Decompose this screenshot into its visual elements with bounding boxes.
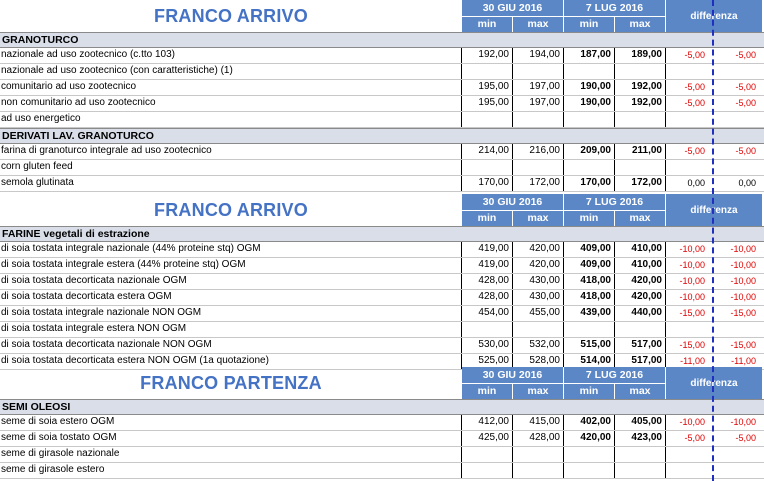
block-title: FRANCO ARRIVO — [154, 5, 308, 26]
product-label: seme di soia estero OGM — [0, 415, 462, 430]
date-header-previous: 30 GIU 2016 — [462, 0, 564, 16]
price-max-previous: 197,00 — [513, 80, 564, 95]
price-max-current: 211,00 — [615, 144, 666, 159]
product-label: di soia tostata decorticata estera OGM — [0, 290, 462, 305]
max-header: max — [513, 16, 564, 32]
product-label: seme di soia tostato OGM — [0, 431, 462, 446]
price-min-current: 409,00 — [564, 258, 615, 273]
product-label: di soia tostata decorticata estera NON OGM (1a quotazione) — [0, 354, 462, 369]
difference-min: -5,00 — [684, 82, 705, 92]
table-row — [0, 415, 764, 431]
product-label: seme di girasole nazionale — [0, 447, 462, 462]
product-label: semola glutinata — [0, 176, 462, 191]
difference-min: -5,00 — [684, 50, 705, 60]
difference-min — [666, 322, 711, 337]
price-min-previous — [462, 160, 513, 175]
difference-max: -15,00 — [730, 308, 756, 318]
block-header — [0, 367, 764, 399]
price-max-current — [615, 160, 666, 175]
date-header-current: 7 LUG 2016 — [564, 367, 666, 383]
price-min-current: 418,00 — [564, 290, 615, 305]
difference-min: -5,00 — [684, 98, 705, 108]
price-max-current — [615, 447, 666, 462]
price-max-previous: 420,00 — [513, 242, 564, 257]
max-header: max — [513, 210, 564, 226]
table-row — [0, 258, 764, 274]
price-max-current: 420,00 — [615, 290, 666, 305]
difference-max: -10,00 — [730, 260, 756, 270]
block-header — [0, 194, 764, 226]
product-label: seme di girasole estero — [0, 463, 462, 478]
price-min-previous — [462, 447, 513, 462]
table-row — [0, 96, 764, 112]
table-row — [0, 290, 764, 306]
difference-max — [711, 160, 762, 175]
price-max-previous: 528,00 — [513, 354, 564, 369]
product-label: di soia tostata integrale estera (44% proteine stq) OGM — [0, 258, 462, 273]
price-max-current — [615, 463, 666, 478]
difference-header: differenza — [666, 367, 762, 399]
difference-max: -11,00 — [731, 356, 756, 366]
price-max-current: 192,00 — [615, 96, 666, 111]
max-header: max — [615, 16, 666, 32]
difference-max — [711, 447, 762, 462]
difference-max — [711, 463, 762, 478]
difference-max: -10,00 — [730, 244, 756, 254]
table-row — [0, 306, 764, 322]
table-row — [0, 431, 764, 447]
table-row — [0, 176, 764, 192]
price-min-current — [564, 447, 615, 462]
table-row — [0, 338, 764, 354]
product-label: di soia tostata integrale estera NON OGM — [0, 322, 462, 337]
difference-min: -5,00 — [684, 433, 705, 443]
section-header: GRANOTURCO — [0, 32, 764, 48]
difference-header: differenza — [666, 0, 762, 32]
table-row — [0, 447, 764, 463]
price-min-previous — [462, 463, 513, 478]
difference-min: 0,00 — [687, 178, 705, 188]
price-max-current — [615, 322, 666, 337]
difference-max — [711, 322, 762, 337]
max-header: max — [615, 210, 666, 226]
product-label: farina di granoturco integrale ad uso zootecnico — [0, 144, 462, 159]
price-max-current: 517,00 — [615, 338, 666, 353]
table-row — [0, 274, 764, 290]
price-max-current: 423,00 — [615, 431, 666, 446]
price-max-current: 410,00 — [615, 258, 666, 273]
price-min-previous: 419,00 — [462, 258, 513, 273]
price-min-previous: 412,00 — [462, 415, 513, 430]
difference-min: -5,00 — [684, 146, 705, 156]
difference-min — [666, 160, 711, 175]
table-row — [0, 463, 764, 479]
price-max-previous: 197,00 — [513, 96, 564, 111]
difference-max: -15,00 — [730, 340, 756, 350]
block-title: FRANCO PARTENZA — [140, 372, 322, 393]
price-min-previous: 428,00 — [462, 274, 513, 289]
min-header: min — [564, 210, 615, 226]
difference-max: -10,00 — [730, 292, 756, 302]
difference-min: -10,00 — [679, 292, 705, 302]
price-max-previous: 415,00 — [513, 415, 564, 430]
difference-max: -5,00 — [735, 82, 756, 92]
price-min-previous — [462, 322, 513, 337]
price-max-current — [615, 64, 666, 79]
price-min-previous: 454,00 — [462, 306, 513, 321]
block-header — [0, 0, 764, 32]
price-min-current: 209,00 — [564, 144, 615, 159]
table-row — [0, 80, 764, 96]
price-min-current: 187,00 — [564, 48, 615, 63]
difference-min: -10,00 — [679, 417, 705, 427]
price-max-current: 172,00 — [615, 176, 666, 191]
max-header: max — [615, 383, 666, 399]
min-header: min — [462, 383, 513, 399]
price-max-previous: 532,00 — [513, 338, 564, 353]
price-max-current — [615, 112, 666, 127]
price-min-current — [564, 64, 615, 79]
difference-min — [666, 463, 711, 478]
product-label: ad uso energetico — [0, 112, 462, 127]
product-label: corn gluten feed — [0, 160, 462, 175]
price-min-current: 190,00 — [564, 80, 615, 95]
price-min-current: 439,00 — [564, 306, 615, 321]
price-max-previous: 194,00 — [513, 48, 564, 63]
difference-max: -10,00 — [730, 276, 756, 286]
difference-max: -10,00 — [730, 417, 756, 427]
page-break-line — [712, 0, 714, 481]
section-header: DERIVATI LAV. GRANOTURCO — [0, 128, 764, 144]
price-min-previous — [462, 112, 513, 127]
difference-max: -5,00 — [735, 146, 756, 156]
price-min-previous: 214,00 — [462, 144, 513, 159]
section-header: FARINE vegetali di estrazione — [0, 226, 764, 242]
product-label: di soia tostata decorticata nazionale OGM — [0, 274, 462, 289]
price-min-current — [564, 463, 615, 478]
price-max-previous: 430,00 — [513, 290, 564, 305]
price-min-previous: 192,00 — [462, 48, 513, 63]
price-min-previous: 195,00 — [462, 80, 513, 95]
difference-header: differenza — [666, 194, 762, 226]
difference-min: -15,00 — [679, 308, 705, 318]
price-max-current: 420,00 — [615, 274, 666, 289]
table-row — [0, 64, 764, 80]
max-header: max — [513, 383, 564, 399]
difference-max — [711, 112, 762, 127]
price-max-previous — [513, 447, 564, 462]
table-row — [0, 160, 764, 176]
difference-min: -15,00 — [679, 340, 705, 350]
price-max-current: 517,00 — [615, 354, 666, 369]
product-label: nazionale ad uso zootecnico (con caratteristiche) (1) — [0, 64, 462, 79]
price-max-previous: 172,00 — [513, 176, 564, 191]
date-header-previous: 30 GIU 2016 — [462, 194, 564, 210]
difference-max — [711, 64, 762, 79]
difference-max: -5,00 — [735, 50, 756, 60]
price-max-previous: 216,00 — [513, 144, 564, 159]
product-label: non comunitario ad uso zootecnico — [0, 96, 462, 111]
price-min-previous — [462, 64, 513, 79]
product-label: comunitario ad uso zootecnico — [0, 80, 462, 95]
price-min-previous: 170,00 — [462, 176, 513, 191]
price-min-current — [564, 112, 615, 127]
min-header: min — [462, 16, 513, 32]
table-row — [0, 144, 764, 160]
product-label: di soia tostata integrale nazionale (44% proteine stq) OGM — [0, 242, 462, 257]
price-min-previous: 428,00 — [462, 290, 513, 305]
price-max-previous: 455,00 — [513, 306, 564, 321]
price-max-previous: 430,00 — [513, 274, 564, 289]
price-max-current: 405,00 — [615, 415, 666, 430]
min-header: min — [462, 210, 513, 226]
difference-min — [666, 64, 711, 79]
difference-min — [666, 112, 711, 127]
table-row — [0, 322, 764, 338]
date-header-previous: 30 GIU 2016 — [462, 367, 564, 383]
price-min-current: 170,00 — [564, 176, 615, 191]
table-row — [0, 112, 764, 128]
price-min-current: 420,00 — [564, 431, 615, 446]
price-max-current: 410,00 — [615, 242, 666, 257]
price-max-previous — [513, 463, 564, 478]
product-label: di soia tostata decorticata nazionale NON OGM — [0, 338, 462, 353]
difference-max: -5,00 — [735, 433, 756, 443]
difference-min: -10,00 — [679, 244, 705, 254]
price-max-previous — [513, 160, 564, 175]
block-title: FRANCO ARRIVO — [154, 199, 308, 220]
price-min-previous: 419,00 — [462, 242, 513, 257]
price-max-current: 440,00 — [615, 306, 666, 321]
product-label: nazionale ad uso zootecnico (c.tto 103) — [0, 48, 462, 63]
difference-max: -5,00 — [735, 98, 756, 108]
table-row — [0, 48, 764, 64]
date-header-current: 7 LUG 2016 — [564, 0, 666, 16]
price-max-previous: 420,00 — [513, 258, 564, 273]
price-min-current: 190,00 — [564, 96, 615, 111]
price-max-current: 192,00 — [615, 80, 666, 95]
min-header: min — [564, 383, 615, 399]
price-min-previous: 525,00 — [462, 354, 513, 369]
price-min-current — [564, 160, 615, 175]
date-header-current: 7 LUG 2016 — [564, 194, 666, 210]
difference-min: -11,00 — [680, 356, 705, 366]
price-max-previous — [513, 64, 564, 79]
price-min-current: 418,00 — [564, 274, 615, 289]
price-max-previous: 428,00 — [513, 431, 564, 446]
product-label: di soia tostata integrale nazionale NON OGM — [0, 306, 462, 321]
price-min-current — [564, 322, 615, 337]
price-min-previous: 425,00 — [462, 431, 513, 446]
price-min-current: 514,00 — [564, 354, 615, 369]
price-min-current: 515,00 — [564, 338, 615, 353]
price-max-previous — [513, 112, 564, 127]
difference-min: -10,00 — [679, 276, 705, 286]
min-header: min — [564, 16, 615, 32]
difference-min: -10,00 — [679, 260, 705, 270]
price-max-previous — [513, 322, 564, 337]
price-min-previous: 195,00 — [462, 96, 513, 111]
section-header: SEMI OLEOSI — [0, 399, 764, 415]
table-row — [0, 242, 764, 258]
difference-max: 0,00 — [738, 178, 756, 188]
price-max-current: 189,00 — [615, 48, 666, 63]
price-min-current: 402,00 — [564, 415, 615, 430]
price-min-previous: 530,00 — [462, 338, 513, 353]
price-min-current: 409,00 — [564, 242, 615, 257]
difference-min — [666, 447, 711, 462]
